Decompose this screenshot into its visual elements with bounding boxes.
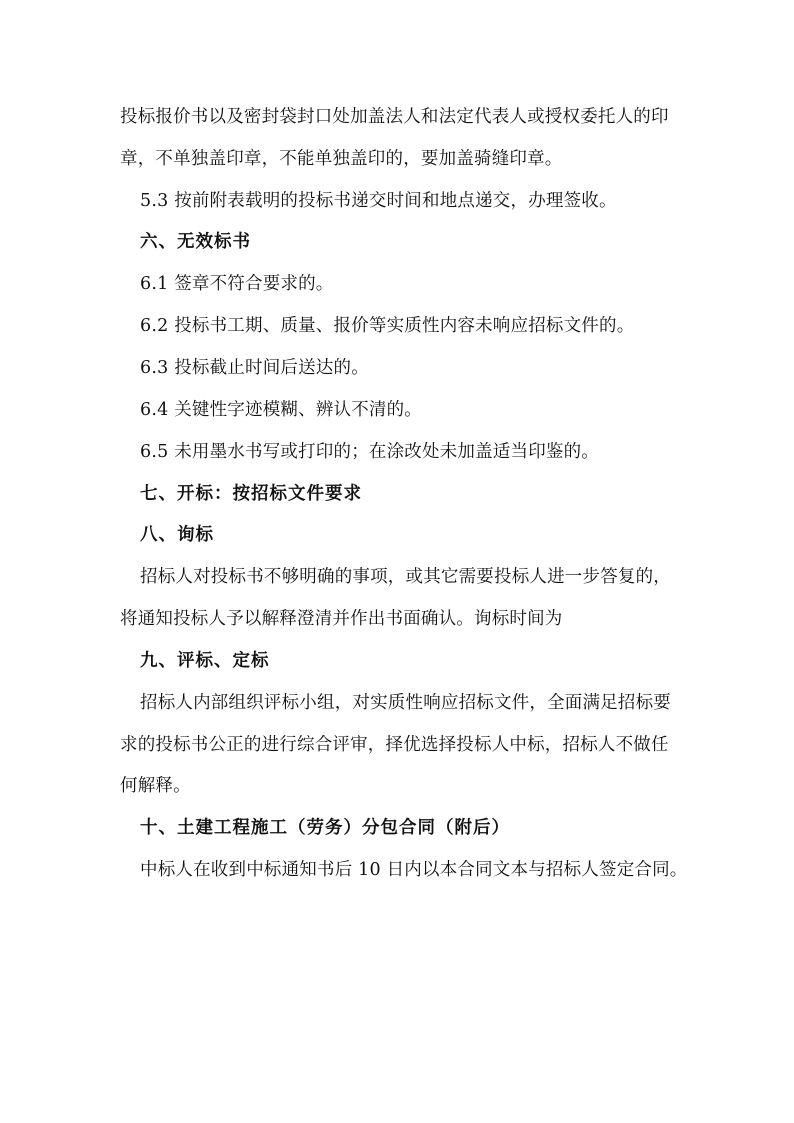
- section-heading-6: 六、无效标书: [140, 232, 251, 252]
- paragraph-line: 招标人内部组织评标小组，对实质性响应招标文件，全面满足招标要: [140, 693, 671, 713]
- paragraph-line: 将通知投标人予以解释澄清并作出书面确认。询标时间为: [120, 609, 563, 629]
- paragraph-line: 何解释。: [120, 776, 191, 796]
- paragraph-line: 招标人对投标书不够明确的事项，或其它需要投标人进一步答复的，: [140, 567, 671, 587]
- clause-5-3: 5.3 按前附表载明的投标书递交时间和地点递交，办理签收。: [140, 191, 617, 211]
- section-heading-7: 七、开标：按招标文件要求: [140, 484, 362, 504]
- clause-6-2: 6.2 投标书工期、质量、报价等实质性内容未响应招标文件的。: [140, 316, 635, 336]
- clause-6-5: 6.5 未用墨水书写或打印的；在涂改处未加盖适当印鉴的。: [140, 442, 599, 462]
- section-heading-8: 八、询标: [140, 525, 214, 545]
- clause-6-4: 6.4 关键性字迹模糊、辨认不清的。: [140, 400, 422, 420]
- clause-6-1: 6.1 签章不符合要求的。: [140, 274, 334, 294]
- section-heading-10: 十、土建工程施工（劳务）分包合同（附后）: [140, 818, 510, 838]
- paragraph-line: 投标报价书以及密封袋封口处加盖法人和法定代表人或授权委托人的印: [120, 107, 669, 127]
- clause-6-3: 6.3 投标截止时间后送达的。: [140, 358, 369, 378]
- paragraph-line: 中标人在收到中标通知书后 10 日内以本合同文本与招标人签定合同。: [140, 860, 688, 880]
- paragraph-line: 求的投标书公正的进行综合评审，择优选择投标人中标，招标人不做任: [120, 735, 669, 755]
- paragraph-line: 章，不单独盖印章，不能单独盖印的，要加盖骑缝印章。: [120, 149, 563, 169]
- section-heading-9: 九、评标、定标: [140, 651, 270, 671]
